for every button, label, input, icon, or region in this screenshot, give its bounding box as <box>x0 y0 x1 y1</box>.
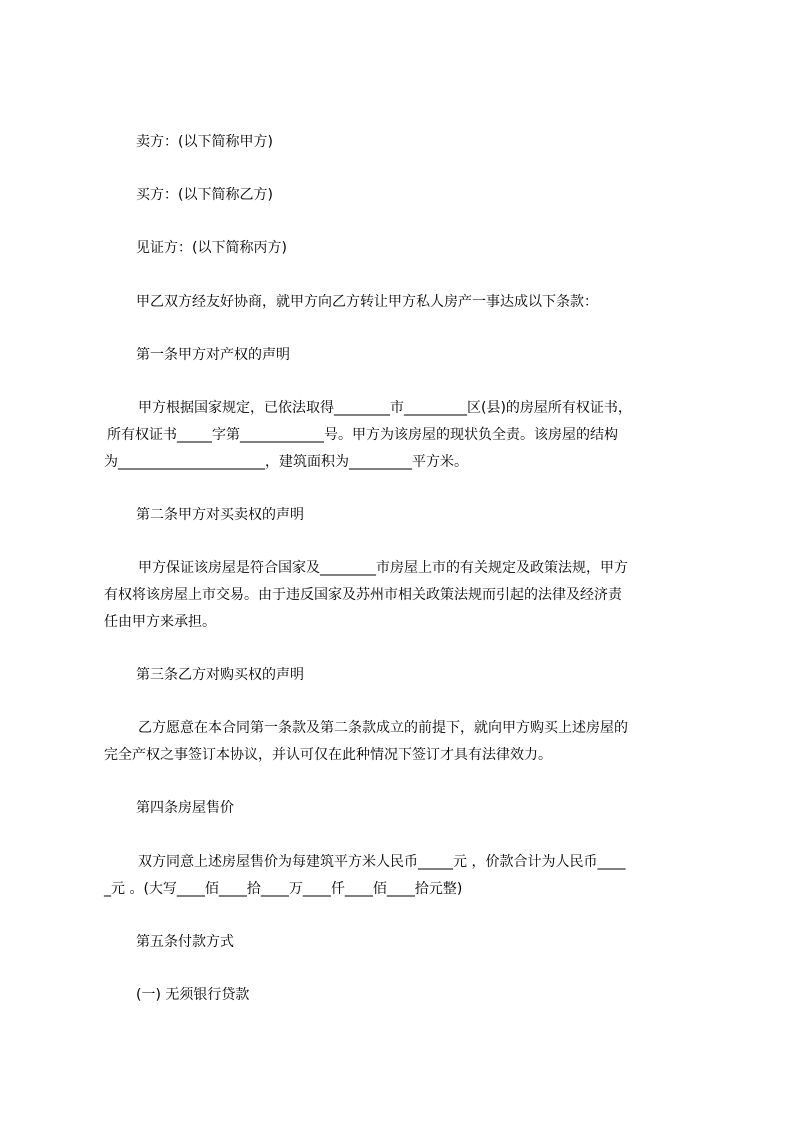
article-5-title: 第五条付款方式 <box>136 934 234 950</box>
seller-party-line: 卖方：(以下简称甲方) <box>136 134 273 150</box>
article-1-title: 第一条甲方对产权的声明 <box>136 347 290 363</box>
article-3-line-2: 完全产权之事签订本协议，并认可仅在此种情况下签订才具有法律效力。 <box>104 747 552 763</box>
article-1-line-3: 为_____________________，建筑面积为_________平方米。 <box>104 454 468 470</box>
article-4-line-1: 双方同意上述房屋售价为每建筑平方米人民币_____元 ，价款合计为人民币____ <box>138 854 626 870</box>
article-2-line-2: 有权将该房屋上市交易。由于违反国家及苏州市相关政策法规而引起的法律及经济责 <box>104 587 622 603</box>
article-4-title: 第四条房屋售价 <box>136 800 234 816</box>
article-2-title: 第二条甲方对买卖权的声明 <box>136 507 304 523</box>
article-4-line-2: _元 。(大写____佰____拾____万____仟____佰____拾元整) <box>104 881 463 897</box>
intro-paragraph: 甲乙双方经友好协商，就甲方向乙方转让甲方私人房产一事达成以下条款： <box>136 294 598 310</box>
article-3-title: 第三条乙方对购买权的声明 <box>136 667 304 683</box>
buyer-party-line: 买方：(以下简称乙方) <box>136 187 273 203</box>
article-5-subitem-1: (一) 无须银行贷款 <box>136 987 250 1003</box>
article-2-line-1: 甲方保证该房屋是符合国家及________市房屋上市的有关规定及政策法规，甲方 <box>138 560 628 576</box>
article-2-line-3: 任由甲方来承担。 <box>104 614 216 630</box>
article-1-line-1: 甲方根据国家规定，已依法取得________市_________区(县)的房屋所有权证书， <box>138 400 632 416</box>
article-3-line-1: 乙方愿意在本合同第一条款及第二条款成立的前提下，就向甲方购买上述房屋的 <box>138 720 628 736</box>
article-1-line-2: 所有权证书_____字第____________号。甲方为该房屋的现状负全责。该房屋的结构 <box>107 427 618 443</box>
witness-party-line: 见证方：(以下简称丙方) <box>136 240 287 256</box>
